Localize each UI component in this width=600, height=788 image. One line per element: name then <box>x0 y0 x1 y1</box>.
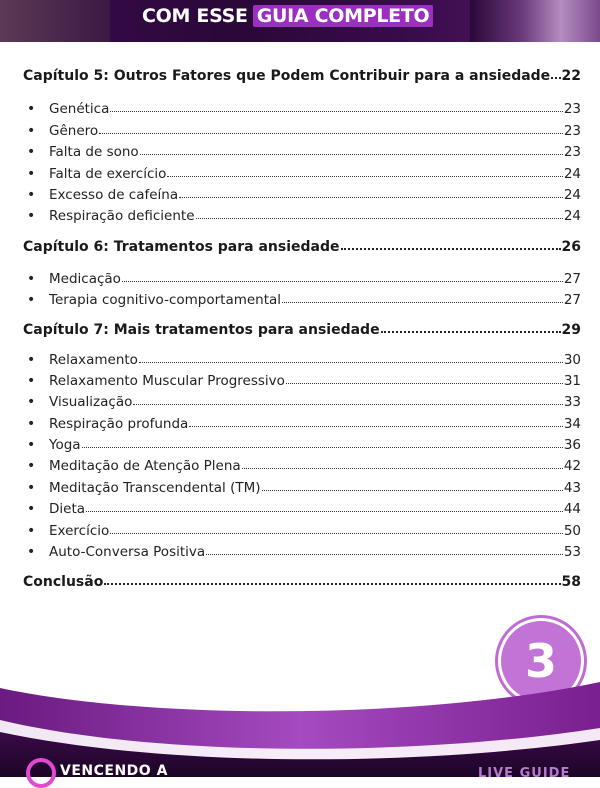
toc-item[interactable] <box>23 453 581 474</box>
dot-leader <box>110 532 563 534</box>
toc-item[interactable] <box>23 203 581 224</box>
toc-item[interactable] <box>23 389 581 410</box>
dot-leader <box>206 553 563 555</box>
item-label: Auto-Conversa Positiva <box>49 544 206 561</box>
toc-item[interactable] <box>23 410 581 431</box>
toc-item[interactable] <box>23 182 581 203</box>
toc-conclusion[interactable] <box>23 568 581 590</box>
dot-leader <box>282 301 563 303</box>
item-label: Meditação de Atenção Plena <box>49 458 241 475</box>
bullet-icon: • <box>27 437 36 454</box>
dot-leader <box>381 330 561 333</box>
toc-item[interactable] <box>23 160 581 181</box>
page-number-badge: 3 <box>498 618 584 704</box>
item-page: 50 <box>563 522 581 539</box>
footer-logo-text: VENCENDO A <box>60 763 168 779</box>
item-page: 23 <box>563 122 581 139</box>
bullet-icon: • <box>27 415 36 432</box>
item-label: Relaxamento <box>49 351 138 368</box>
dot-leader <box>341 247 561 250</box>
bullet-icon: • <box>27 394 36 411</box>
item-label: Genética <box>49 101 110 118</box>
item-label: Gênero <box>49 122 99 139</box>
chapter-title: Capítulo 7: Mais tratamentos para ansiedade <box>23 322 380 339</box>
item-label: Dieta <box>49 501 86 518</box>
toc-item[interactable] <box>23 139 581 160</box>
toc-item[interactable] <box>23 117 581 138</box>
bullet-icon: • <box>27 292 36 309</box>
header-photo-left <box>0 0 110 42</box>
dot-leader <box>122 280 563 282</box>
item-label: Terapia cognitivo-comportamental <box>49 292 282 309</box>
toc-item[interactable] <box>23 496 581 517</box>
item-page: 27 <box>563 270 581 287</box>
item-page: 23 <box>563 144 581 161</box>
item-page: 43 <box>563 479 581 496</box>
bullet-icon: • <box>27 270 36 287</box>
toc-chapter-7[interactable] <box>23 316 581 338</box>
dot-leader <box>189 425 563 427</box>
chapter-page: 22 <box>561 68 581 84</box>
header-title-part1: COM ESSE <box>142 5 248 27</box>
toc-item[interactable] <box>23 346 581 367</box>
chapter-title: Capítulo 6: Tratamentos para ansiedade <box>23 239 340 256</box>
dot-leader <box>551 76 560 79</box>
header-title <box>142 2 433 30</box>
bullet-icon: • <box>27 101 36 118</box>
bullet-icon: • <box>27 165 36 182</box>
toc-item[interactable] <box>23 517 581 538</box>
chapter-title: Conclusão <box>23 574 104 591</box>
header-title-highlight: GUIA COMPLETO <box>253 5 434 27</box>
toc-item[interactable] <box>23 96 581 117</box>
logo-icon <box>26 758 56 788</box>
item-label: Exercício <box>49 522 110 539</box>
dot-leader <box>179 196 563 198</box>
item-page: 30 <box>563 351 581 368</box>
dot-leader <box>139 361 563 363</box>
chapter-7-items <box>23 346 581 560</box>
dot-leader <box>262 489 563 491</box>
item-page: 27 <box>563 292 581 309</box>
item-label: Falta de sono <box>49 144 139 161</box>
toc-item[interactable] <box>23 539 581 560</box>
toc-chapter-6[interactable] <box>23 233 581 255</box>
toc-item[interactable] <box>23 474 581 495</box>
bullet-icon: • <box>27 372 36 389</box>
item-page: 33 <box>563 394 581 411</box>
item-page: 34 <box>563 415 581 432</box>
bullet-icon: • <box>27 479 36 496</box>
dot-leader <box>104 582 560 585</box>
chapter-title: Capítulo 5: Outros Fatores que Podem Contribuir para a ansiedade <box>23 68 551 84</box>
item-label: Yoga <box>49 437 81 454</box>
bullet-icon: • <box>27 122 36 139</box>
chapter-6-items <box>23 265 581 308</box>
item-page: 24 <box>563 208 581 225</box>
item-page: 42 <box>563 458 581 475</box>
item-label: Respiração deficiente <box>49 208 195 225</box>
item-label: Relaxamento Muscular Progressivo <box>49 372 285 389</box>
table-of-contents <box>23 62 581 590</box>
chapter-page: 58 <box>561 574 581 591</box>
toc-item[interactable] <box>23 432 581 453</box>
item-label: Visualização <box>49 394 133 411</box>
dot-leader <box>140 153 563 155</box>
dot-leader <box>242 467 563 469</box>
dot-leader <box>86 510 563 512</box>
dot-leader <box>196 217 563 219</box>
item-page: 53 <box>563 544 581 561</box>
bullet-icon: • <box>27 144 36 161</box>
item-page: 44 <box>563 501 581 518</box>
item-page: 23 <box>563 101 581 118</box>
toc-item[interactable] <box>23 368 581 389</box>
dot-leader <box>99 132 563 134</box>
dot-leader <box>286 382 563 384</box>
item-page: 31 <box>563 372 581 389</box>
item-page: 36 <box>563 437 581 454</box>
bullet-icon: • <box>27 544 36 561</box>
item-label: Falta de exercício <box>49 165 167 182</box>
bullet-icon: • <box>27 501 36 518</box>
bullet-icon: • <box>27 351 36 368</box>
toc-item[interactable] <box>23 265 581 286</box>
header-photo-right <box>470 0 600 42</box>
bullet-icon: • <box>27 522 36 539</box>
bullet-icon: • <box>27 458 36 475</box>
footer-brand-text: LIVE GUIDE <box>478 766 571 781</box>
item-label: Meditação Transcendental (TM) <box>49 479 261 496</box>
dot-leader <box>82 446 563 448</box>
chapter-page: 26 <box>561 239 581 256</box>
bullet-icon: • <box>27 208 36 225</box>
dot-leader <box>133 403 562 405</box>
header-banner <box>0 0 600 42</box>
dot-leader <box>110 110 562 112</box>
item-label: Respiração profunda <box>49 415 189 432</box>
bullet-icon: • <box>27 186 36 203</box>
item-label: Medicação <box>49 270 121 287</box>
toc-chapter-5[interactable] <box>23 62 581 84</box>
chapter-page: 29 <box>561 322 581 339</box>
chapter-5-items <box>23 96 581 224</box>
item-page: 24 <box>563 186 581 203</box>
item-label: Excesso de cafeína <box>49 186 179 203</box>
toc-item[interactable] <box>23 287 581 308</box>
item-page: 24 <box>563 165 581 182</box>
dot-leader <box>167 175 562 177</box>
